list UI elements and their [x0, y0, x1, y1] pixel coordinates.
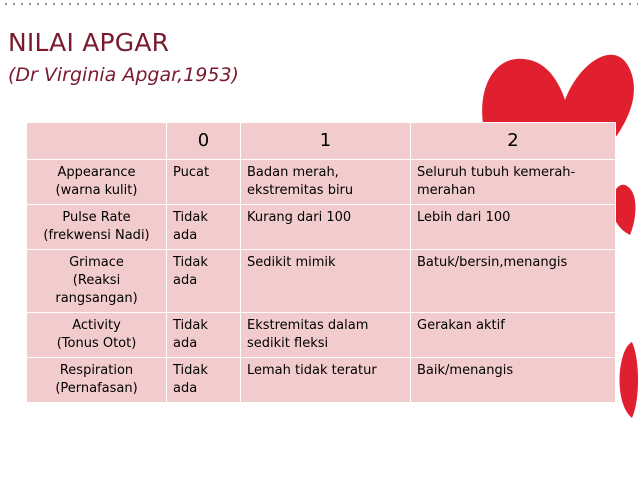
page-title: NILAI APGAR — [8, 28, 170, 57]
table-row — [27, 205, 616, 250]
criterion-name: Activity — [72, 318, 121, 333]
header-cell-empty — [27, 123, 167, 160]
criterion-cell — [27, 205, 167, 250]
apgar-table — [26, 122, 616, 403]
score-0-cell: Tidak ada — [167, 313, 241, 358]
score-2-cell: Baik/menangis — [411, 358, 616, 403]
table-row — [27, 313, 616, 358]
score-0-cell: Tidak ada — [167, 358, 241, 403]
score-0-cell: Tidak ada — [167, 205, 241, 250]
page-subtitle: (Dr Virginia Apgar,1953) — [8, 64, 239, 86]
score-0-cell: Tidak ada — [167, 250, 241, 313]
criterion-detail: (Pernafasan) — [55, 381, 138, 396]
table-row — [27, 160, 616, 205]
header-cell-score-2: 2 — [411, 123, 616, 160]
score-1-cell: Kurang dari 100 — [241, 205, 411, 250]
criterion-cell — [27, 313, 167, 358]
header-cell-score-0: 0 — [167, 123, 241, 160]
score-1-cell: Badan merah, ekstremitas biru — [241, 160, 411, 205]
criterion-detail: (Tonus Otot) — [56, 336, 137, 351]
criterion-cell — [27, 358, 167, 403]
table-header-row — [27, 123, 616, 160]
criterion-name: Appearance — [57, 165, 136, 180]
criterion-cell — [27, 250, 167, 313]
criterion-cell — [27, 160, 167, 205]
criterion-name: Pulse Rate — [62, 210, 131, 225]
score-2-cell: Seluruh tubuh kemerah-merahan — [411, 160, 616, 205]
criterion-name: Respiration — [59, 363, 134, 378]
score-2-cell: Lebih dari 100 — [411, 205, 616, 250]
criterion-detail: (warna kulit) — [55, 183, 138, 198]
criterion-detail: (frekwensi Nadi) — [43, 228, 150, 243]
criterion-detail: (Reaksi rangsangan) — [55, 273, 138, 306]
table-row — [27, 250, 616, 313]
score-2-cell: Gerakan aktif — [411, 313, 616, 358]
score-0-cell: Pucat — [167, 160, 241, 205]
score-1-cell: Ekstremitas dalam sedikit fleksi — [241, 313, 411, 358]
criterion-name: Grimace — [69, 255, 124, 270]
score-2-cell: Batuk/bersin,menangis — [411, 250, 616, 313]
header-cell-score-1: 1 — [241, 123, 411, 160]
score-1-cell: Sedikit mimik — [241, 250, 411, 313]
table-row — [27, 358, 616, 403]
dotted-border — [0, 0, 638, 8]
score-1-cell: Lemah tidak teratur — [241, 358, 411, 403]
